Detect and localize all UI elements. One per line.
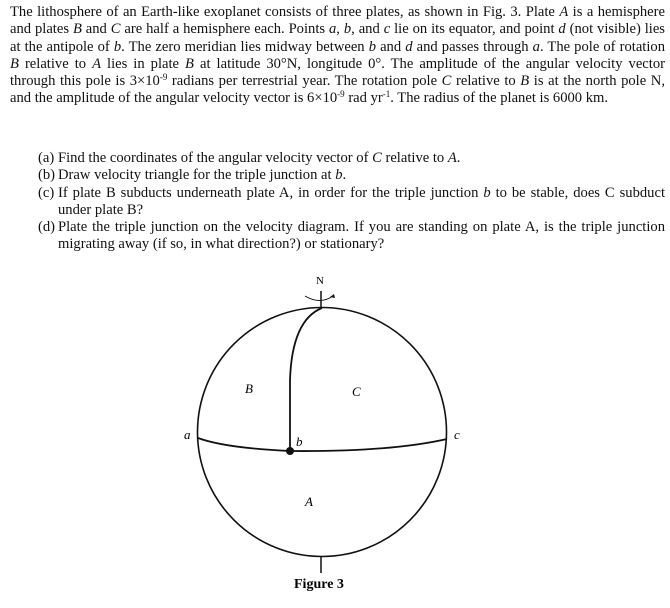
text-segment: A [559, 4, 569, 20]
figure-caption: Figure 3 [294, 577, 344, 592]
text-segment: at latitude 30°N, longitude 0°. The amplitude of the angular velocity vector through this pole is 3×10 [10, 55, 665, 90]
text-segment: If plate B subducts underneath plate A, in order for the triple junction [58, 184, 484, 201]
text-segment: and [376, 38, 406, 55]
text-segment: B [72, 21, 82, 38]
text-segment: Draw velocity triangle for the triple junction at [58, 167, 336, 184]
north-label: N [316, 275, 324, 287]
text-segment: Find the coordinates of the angular velocity vector of [58, 150, 373, 166]
text-segment: . [342, 167, 347, 184]
text-segment: A [447, 150, 457, 166]
text-segment: relative to [18, 55, 93, 72]
text-segment: Plate the triple junction on the velocity diagram. If you are standing on plate A, is the triple junction migrating away (if so, in what direction?) or stationary? [58, 219, 665, 253]
text-segment: C [110, 21, 121, 38]
point-b-label: b [296, 434, 303, 449]
text-segment: . The zero meridian lies midway between [121, 38, 369, 55]
text-segment: . The radius of the planet is 6000 km. [390, 90, 609, 107]
text-segment: are half a hemisphere each. Points [120, 21, 329, 38]
text-segment: b [368, 38, 376, 55]
text-segment: , [336, 21, 344, 38]
equator-line [198, 438, 447, 451]
text-segment: rad yr [344, 90, 383, 107]
text-segment: c [383, 21, 391, 38]
question-label: (b) [38, 167, 56, 184]
text-segment: C [372, 150, 382, 166]
text-segment: The lithosphere of an Earth-like exoplanet consists of three plates, as shown in Fig. 3. Plate [10, 4, 560, 20]
planet-outline [198, 308, 447, 557]
text-segment: , and [351, 21, 384, 38]
text-segment: -9 [337, 89, 345, 100]
text-segment: A [92, 55, 101, 72]
point-c-label: c [454, 427, 460, 442]
text-segment: b [335, 167, 343, 184]
text-segment: b [343, 21, 352, 38]
question-label: (d) [38, 219, 56, 236]
plate-boundary-meridian [290, 308, 322, 451]
text-segment: d [405, 38, 413, 55]
text-segment: lies in plate [101, 55, 186, 72]
question-label: (a) [38, 150, 55, 166]
text-segment: B [10, 55, 19, 72]
point-a-label: a [184, 427, 191, 442]
text-segment: a [532, 38, 540, 55]
text-segment: and [81, 21, 111, 38]
text-segment: . [456, 150, 461, 166]
triple-junction-b [286, 447, 294, 455]
text-segment: d [558, 21, 566, 38]
text-segment: to be stable, does C subduct under plate B? [58, 184, 665, 218]
text-segment: relative to [451, 73, 521, 90]
text-segment: . The pole of rotation [539, 38, 666, 55]
text-segment: is a hemisphere and plates [10, 4, 665, 38]
text-segment: lie on its equator, and point [390, 21, 559, 38]
text-segment: C [441, 73, 452, 90]
text-segment: relative to [381, 150, 448, 166]
plate-b-label: B [245, 381, 253, 396]
text-segment: -1 [382, 89, 391, 100]
plate-c-label: C [352, 384, 361, 399]
rotation-arrow-icon [305, 296, 333, 301]
text-segment: B [185, 55, 194, 72]
text-segment: B [520, 73, 530, 90]
text-segment: radians per terrestrial year. The rotation pole [167, 73, 442, 90]
question-label: (c) [38, 184, 55, 201]
text-segment: b [113, 38, 122, 55]
text-segment: (not visible) lies at the antipole of [10, 21, 665, 55]
text-segment: a [328, 21, 337, 38]
text-segment: and passes through [412, 38, 533, 55]
text-segment: b [483, 184, 491, 201]
text-segment: -9 [159, 72, 168, 83]
text-segment: is at the north pole N, and the amplitude of the angular velocity vector is 6×10 [10, 73, 665, 107]
plate-a-label: A [305, 494, 313, 509]
